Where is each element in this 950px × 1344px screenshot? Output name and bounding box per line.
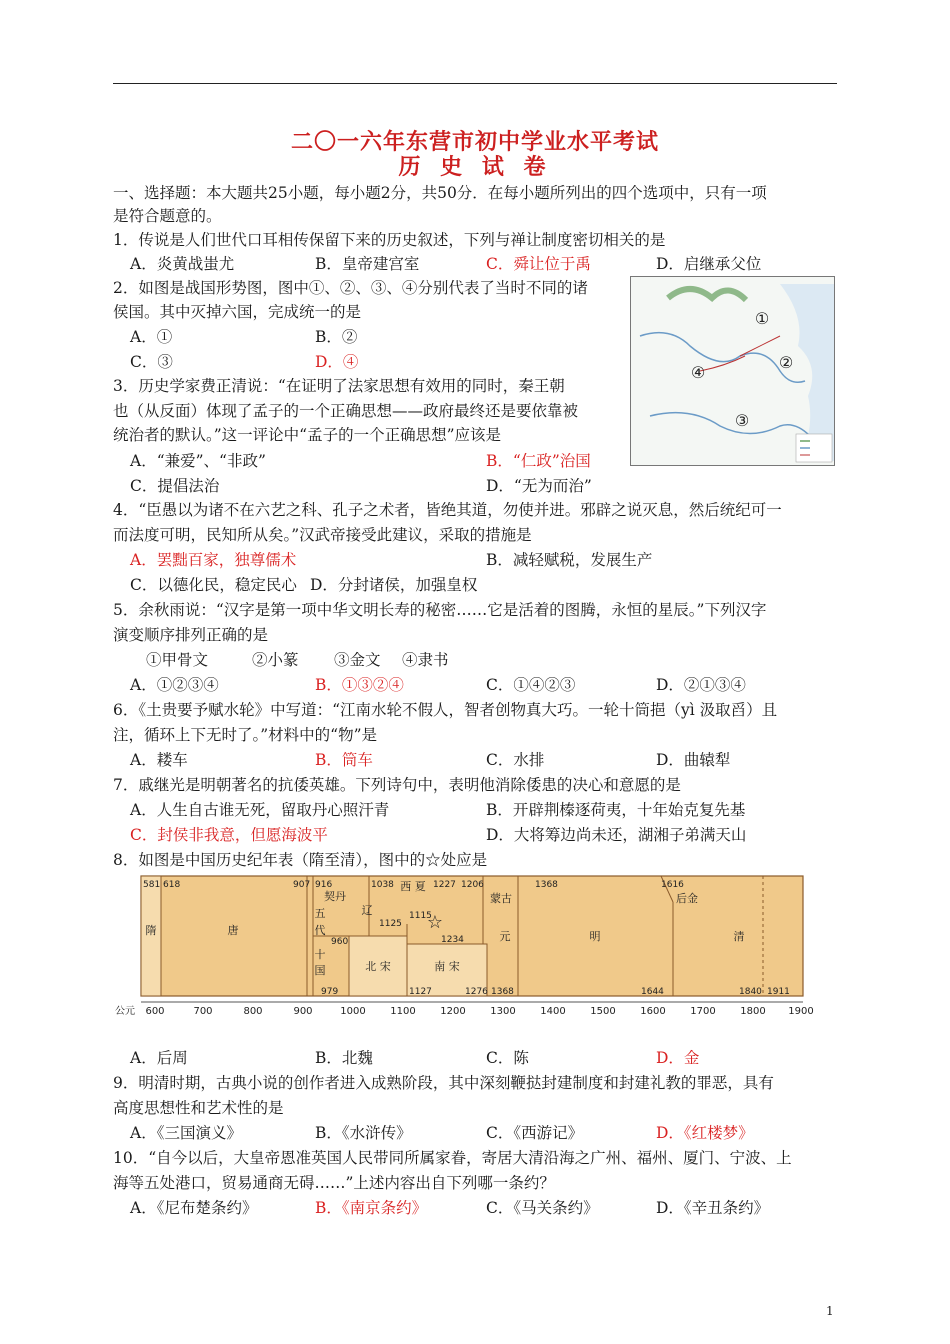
dynasty-mongol: 蒙古: [490, 892, 512, 905]
dynasty-yuan: 元: [499, 930, 511, 943]
q5-stem-cont: 演变顺序排列正确的是: [113, 626, 269, 644]
q7-option-c-answer: C．封侯非我意，但愿海波平: [130, 826, 328, 844]
q5-option-a: A．①②③④: [130, 676, 219, 694]
q5-item-2: ②小篆: [252, 651, 299, 669]
q4-option-b: B．减轻赋税，发展生产: [486, 551, 653, 569]
year-581: 581: [143, 880, 161, 890]
axis-1000: 1000: [340, 1006, 366, 1017]
q10-stem: 10．“自今以后，大皇帝恩准英国人民带同所属家眷，寄居大清沿海之广州、福州、厦门、宁波、上: [113, 1149, 792, 1167]
q10-option-d: D．《辛丑条约》: [656, 1199, 770, 1217]
q1-option-c-answer: C．舜让位于禹: [486, 255, 591, 273]
year-1234: 1234: [441, 935, 464, 945]
warring-states-map: [630, 276, 835, 466]
q6-stem-cont: 注，循环上下无时了。”材料中的“物”是: [113, 726, 378, 744]
dynasty-wu: 五: [314, 907, 326, 920]
dynasty-ming: 明: [589, 930, 601, 943]
q7-option-a: A．人生自古谁无死，留取丹心照汗青: [130, 801, 390, 819]
page-number: 1: [826, 1304, 834, 1318]
q6-option-a: A．耧车: [130, 751, 188, 769]
q10-option-c: C．《马关条约》: [486, 1199, 599, 1217]
axis-1500: 1500: [590, 1006, 616, 1017]
axis-1900: 1900: [788, 1006, 814, 1017]
axis-1200: 1200: [440, 1006, 466, 1017]
year-1616: 1616: [661, 880, 684, 890]
dynasty-shi: 十: [314, 948, 326, 961]
year-1125: 1125: [379, 919, 402, 929]
q4-option-a-answer: A．罢黜百家，独尊儒术: [130, 551, 297, 569]
q5-item-4: ④隶书: [402, 651, 449, 669]
year-1276: 1276: [465, 987, 488, 997]
q2-stem: 2．如图是战国形势图，图中①、②、③、④分别代表了当时不同的诸: [113, 279, 588, 297]
q9-option-a: A．《三国演义》: [130, 1124, 242, 1142]
map-label-4: ④: [690, 363, 706, 382]
axis-1600: 1600: [640, 1006, 666, 1017]
q5-item-3: ③金文: [334, 651, 381, 669]
q2-stem-cont: 侯国。其中灭掉六国，完成统一的是: [113, 303, 362, 321]
dynasty-xixia: 西 夏: [400, 880, 426, 893]
q10-option-b-answer: B．《南京条约》: [315, 1199, 428, 1217]
q2-option-a: A．①: [130, 328, 173, 346]
q3-option-b-answer: B．“仁政”治国: [486, 452, 591, 470]
axis-700: 700: [193, 1006, 213, 1017]
year-1227: 1227: [433, 880, 456, 890]
dynasty-tang: 唐: [227, 924, 239, 937]
q7-option-d: D．大将筹边尚未还，湖湘子弟满天山: [486, 826, 747, 844]
dynasty-timeline-figure: [113, 862, 823, 1022]
q6-option-d: D．曲辕犁: [656, 751, 731, 769]
year-1644: 1644: [641, 987, 664, 997]
q5-stem: 5．余秋雨说：“汉字是第一项中华文明长寿的秘密……它是活着的图腾，永恒的星辰。”下列汉字: [113, 601, 767, 619]
q2-option-b: B．②: [315, 328, 358, 346]
dynasty-qing: 清: [733, 930, 745, 943]
q1-option-b: B．皇帝建宫室: [315, 255, 420, 273]
exam-title: 二〇一六年东营市初中学业水平考试: [290, 129, 659, 155]
star-marker: ☆: [426, 912, 444, 933]
q8-option-b: B．北魏: [315, 1049, 373, 1067]
q5-option-c: C．①④②③: [486, 676, 576, 694]
exam-subtitle: 历 史 试 卷: [398, 154, 552, 180]
year-907: 907: [293, 880, 311, 890]
map-label-1: ①: [754, 309, 770, 328]
q9-stem-cont: 高度思想性和艺术性的是: [113, 1099, 284, 1117]
dynasty-guo: 国: [314, 964, 326, 977]
year-1127: 1127: [409, 987, 432, 997]
q4-option-d: D．分封诸侯，加强皇权: [310, 576, 478, 594]
q5-option-b-answer: B．①③②④: [315, 676, 404, 694]
q8-option-d-answer: D．金: [656, 1049, 700, 1067]
dynasty-houjin: 后金: [676, 892, 698, 905]
q3-option-c: C．提倡法治: [130, 477, 220, 495]
q3-stem: 3．历史学家费正清说：“在证明了法家思想有效用的同时，秦王朝: [113, 377, 565, 395]
dynasty-sui: 隋: [145, 924, 157, 937]
q3-option-d: D．“无为而治”: [486, 477, 592, 495]
dynasty-southern-song: 南 宋: [434, 960, 460, 973]
q4-stem: 4．“臣愚以为诸不在六艺之科、孔子之术者，皆绝其道，勿使并进。邪辟之说灭息，然后统纪可一: [113, 501, 782, 519]
q9-option-b: B．《水浒传》: [315, 1124, 412, 1142]
year-916: 916: [315, 880, 333, 890]
q10-option-a: A．《尼布楚条约》: [130, 1199, 258, 1217]
q3-stem-cont2: 统治者的默认。”这一评论中“孟子的一个正确思想”应该是: [113, 426, 502, 444]
q7-stem: 7．戚继光是明朝著名的抗倭英雄。下列诗句中，表明他消除倭患的决心和意愿的是: [113, 776, 681, 794]
axis-800: 800: [243, 1006, 263, 1017]
q4-option-c: C．以德化民，稳定民心: [130, 576, 297, 594]
q8-option-c: C．陈: [486, 1049, 529, 1067]
year-1911: 1911: [767, 987, 790, 997]
year-1368-bottom: 1368: [491, 987, 514, 997]
year-1368-top: 1368: [535, 880, 558, 890]
q6-option-c: C．水排: [486, 751, 545, 769]
q10-stem-cont: 海等五处港口，贸易通商无碍……”上述内容出自下列哪一条约？: [113, 1174, 555, 1192]
q9-stem: 9．明清时期，古典小说的创作者进入成熟阶段，其中深刻鞭挞封建制度和封建礼教的罪恶，具有: [113, 1074, 774, 1092]
top-rule: [113, 83, 837, 84]
axis-1300: 1300: [490, 1006, 516, 1017]
q9-option-c: C．《西游记》: [486, 1124, 584, 1142]
section-intro-cont: 是符合题意的。: [113, 207, 222, 225]
q1-option-d: D．启继承父位: [656, 255, 762, 273]
map-label-2: ②: [778, 353, 794, 372]
axis-600: 600: [145, 1006, 165, 1017]
year-1840: 1840: [739, 987, 762, 997]
map-label-3: ③: [734, 411, 750, 430]
q2-option-d-answer: D．④: [315, 353, 359, 371]
dynasty-northern-song: 北 宋: [365, 960, 391, 973]
q6-stem: 6．《土贵要予赋水轮》中写道：“江南水轮不假人，智者创物真大巧。一轮十筒挹（yì 汲取舀）且: [113, 701, 778, 719]
axis-prefix: 公元: [115, 1006, 135, 1017]
axis-1400: 1400: [540, 1006, 566, 1017]
q9-option-d-answer: D．《红楼梦》: [656, 1124, 754, 1142]
q8-option-a: A．后周: [130, 1049, 188, 1067]
year-979: 979: [321, 987, 339, 997]
q2-option-c: C．③: [130, 353, 173, 371]
year-618: 618: [163, 880, 181, 890]
axis-1700: 1700: [690, 1006, 716, 1017]
q8-stem: 8．如图是中国历史纪年表（隋至清），图中的☆处应是: [113, 851, 488, 869]
q3-option-a: A．“兼爱”、“非政”: [130, 452, 266, 470]
dynasty-dai: 代: [314, 924, 326, 937]
year-1115: 1115: [409, 911, 432, 921]
q5-option-d: D．②①③④: [656, 676, 746, 694]
year-960: 960: [331, 937, 349, 947]
q1-option-a: A．炎黄战蚩尤: [130, 255, 235, 273]
q5-item-1: ①甲骨文: [146, 651, 209, 669]
year-1206: 1206: [461, 880, 484, 890]
q3-stem-cont: 也（从反面）体现了孟子的一个正确思想——政府最终还是要依靠被: [113, 402, 579, 420]
axis-900: 900: [293, 1006, 313, 1017]
year-1038: 1038: [371, 880, 394, 890]
q4-stem-cont: 而法度可明，民知所从矣。”汉武帝接受此建议，采取的措施是: [113, 526, 532, 544]
axis-1100: 1100: [390, 1006, 416, 1017]
axis-1800: 1800: [740, 1006, 766, 1017]
dynasty-qidan: 契丹: [324, 890, 346, 903]
dynasty-liao: 辽: [361, 904, 373, 917]
q7-option-b: B．开辟荆榛逐荷夷，十年始克复先基: [486, 801, 746, 819]
q6-option-b-answer: B．筒车: [315, 751, 373, 769]
q1-stem: 1．传说是人们世代口耳相传保留下来的历史叙述，下列与禅让制度密切相关的是: [113, 231, 666, 249]
section-intro: 一、选择题：本大题共25小题，每小题2分，共50分．在每小题所列出的四个选项中，只有一项: [113, 184, 767, 202]
